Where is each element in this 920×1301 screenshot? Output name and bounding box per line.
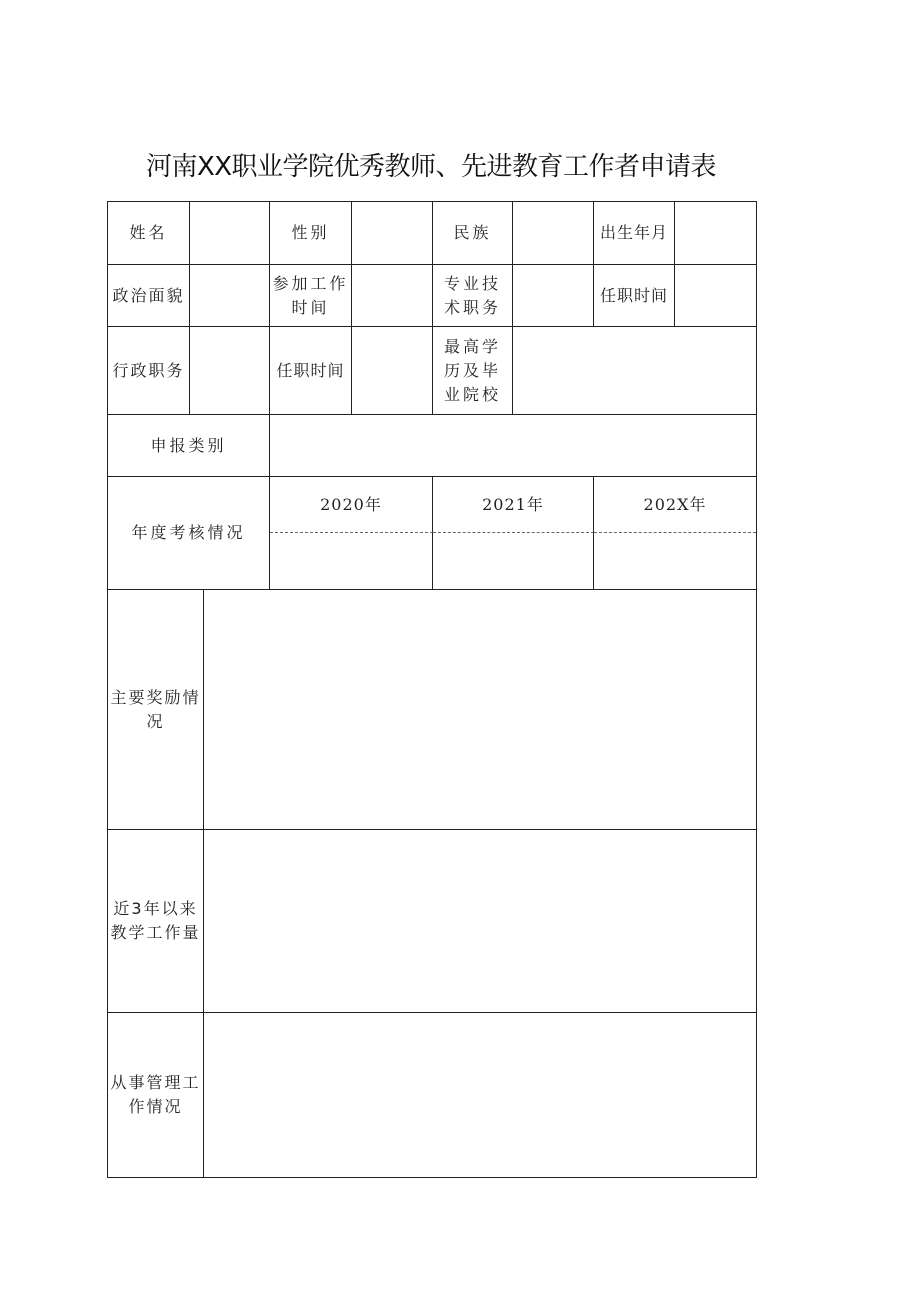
- year-result-3[interactable]: [594, 533, 756, 590]
- field-education[interactable]: [513, 327, 756, 415]
- field-tech-title[interactable]: [513, 265, 594, 327]
- label-education: 最高学历及毕业院校: [433, 327, 513, 415]
- field-awards[interactable]: [204, 590, 756, 830]
- field-gender[interactable]: [352, 202, 433, 265]
- field-ethnicity[interactable]: [513, 202, 594, 265]
- field-name[interactable]: [190, 202, 270, 265]
- label-appoint-time-1: 任职时间: [594, 265, 675, 327]
- label-admin-post: 行政职务: [108, 327, 190, 415]
- label-birth: 出生年月: [594, 202, 675, 265]
- field-politics[interactable]: [190, 265, 270, 327]
- field-appoint-time-1[interactable]: [675, 265, 756, 327]
- year-header-2: 2021年: [433, 477, 594, 533]
- label-category: 申报类别: [108, 415, 270, 477]
- application-form-table: [107, 201, 757, 1178]
- year-header-1: 2020年: [270, 477, 433, 533]
- label-awards: 主要奖励情况: [108, 590, 204, 830]
- label-teaching: 近3年以来教学工作量: [108, 830, 204, 1013]
- year-result-1[interactable]: [270, 533, 433, 590]
- label-appoint-time-2: 任职时间: [270, 327, 352, 415]
- label-name: 姓名: [108, 202, 190, 265]
- form-title: 河南XX职业学院优秀教师、先进教育工作者申请表: [145, 152, 717, 182]
- label-tech-title: 专业技术职务: [433, 265, 513, 327]
- label-ethnicity: 民族: [433, 202, 513, 265]
- label-gender: 性别: [270, 202, 352, 265]
- year-header-3: 202X年: [594, 477, 756, 533]
- label-work-start: 参加工作时间: [270, 265, 352, 327]
- label-politics: 政治面貌: [108, 265, 190, 327]
- field-teaching[interactable]: [204, 830, 756, 1013]
- field-category[interactable]: [270, 415, 756, 477]
- field-admin-post[interactable]: [190, 327, 270, 415]
- label-management: 从事管理工作情况: [108, 1013, 204, 1177]
- field-birth[interactable]: [675, 202, 756, 265]
- field-appoint-time-2[interactable]: [352, 327, 433, 415]
- year-result-2[interactable]: [433, 533, 594, 590]
- field-management[interactable]: [204, 1013, 756, 1177]
- field-work-start[interactable]: [352, 265, 433, 327]
- label-assessment: 年度考核情况: [108, 477, 270, 590]
